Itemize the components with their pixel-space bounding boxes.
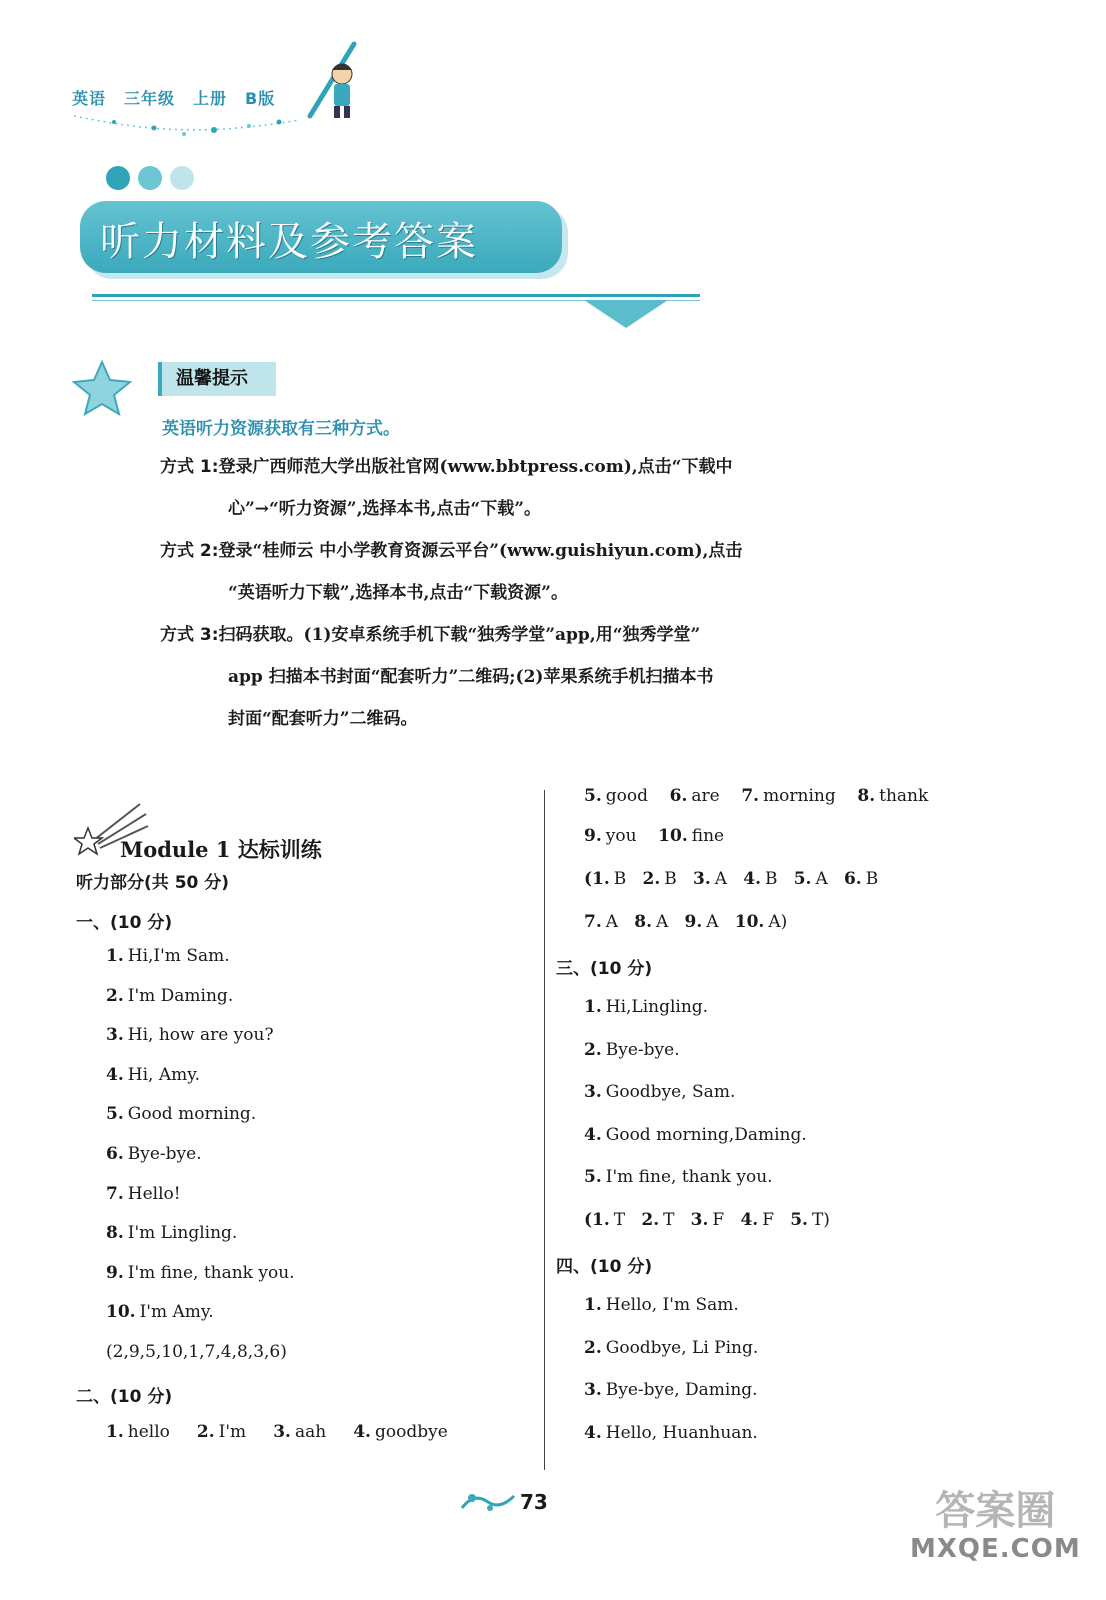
item-text: Hi, how are you? — [127, 1025, 274, 1046]
tips-label: 温馨提示 — [158, 362, 276, 396]
method-2-text-1: 登录“桂师云 中小学教育资源云平台”(www.guishiyun.com),点击 — [218, 541, 743, 561]
item-number: 3. — [106, 1025, 124, 1046]
edition: B版 — [245, 89, 276, 108]
item-text: B — [664, 869, 677, 889]
section-3-answer — [584, 1210, 830, 1230]
item-text: I'm Lingling. — [127, 1223, 238, 1244]
method-1-head: 方式 1: — [160, 457, 219, 477]
list-item — [106, 1184, 181, 1204]
list-item — [584, 1380, 758, 1400]
item-number: 10. — [734, 912, 765, 932]
item-text: Good morning. — [127, 1104, 257, 1125]
method-3-line-1 — [160, 620, 700, 645]
item-text: B — [764, 869, 778, 889]
banner-dot-1 — [106, 166, 130, 190]
section-3-heading: 三、(10 分) — [556, 959, 653, 979]
tips-intro: 英语听力资源获取有三种方式。 — [162, 419, 400, 439]
item-number: 3. — [273, 1422, 291, 1442]
list-item — [584, 1423, 758, 1443]
item-text: I'm Amy. — [139, 1302, 214, 1323]
item-text: hello — [127, 1422, 170, 1442]
header-rule — [92, 294, 700, 297]
method-3-text-1: 扫码获取。(1)安卓系统手机下载“独秀学堂”app,用“独秀学堂” — [218, 625, 701, 645]
watermark-top: 答案圈 — [935, 1488, 1056, 1534]
item-number: 7. — [106, 1183, 124, 1204]
item-text: A) — [768, 912, 788, 932]
watermark — [910, 1488, 1081, 1564]
section-2-row-2 — [584, 786, 928, 806]
item-number: 2. — [196, 1422, 215, 1442]
listening-heading: 听力部分(共 50 分) — [76, 873, 230, 893]
item-text: A — [656, 912, 669, 932]
item-text: A — [605, 912, 619, 932]
item-text: A — [706, 912, 719, 932]
list-item — [106, 1302, 214, 1322]
item-number: 4. — [584, 1422, 602, 1443]
method-1-line-1 — [160, 452, 732, 477]
item-number: 10. — [658, 826, 688, 846]
item-number: 4. — [743, 869, 761, 889]
item-number: (1. — [584, 869, 610, 889]
item-number: 8. — [106, 1223, 124, 1244]
item-number: 1. — [584, 1295, 602, 1315]
section-1-answer: (2,9,5,10,1,7,4,8,3,6) — [106, 1342, 287, 1362]
triangle-marker-icon — [584, 300, 668, 330]
list-item — [106, 1025, 274, 1045]
section-1-heading: 一、(10 分) — [76, 913, 173, 933]
item-number: 7. — [741, 786, 760, 806]
item-number: 3. — [584, 1380, 602, 1400]
list-item — [584, 1082, 735, 1102]
item-text: Bye-bye. — [605, 1039, 680, 1060]
method-2-text-2: “英语听力下载”,选择本书,点击“下载资源”。 — [228, 583, 568, 603]
banner-dot-3 — [170, 166, 194, 190]
subject: 英语 — [72, 89, 107, 108]
item-number: 5. — [584, 786, 602, 806]
page-title: 听力材料及参考答案 — [100, 219, 478, 265]
item-number: 3. — [692, 869, 711, 889]
method-3-head: 方式 3: — [160, 625, 219, 645]
item-number: 4. — [353, 1422, 371, 1442]
item-text: Bye-bye, Daming. — [605, 1380, 758, 1400]
item-number: 2. — [584, 1337, 602, 1358]
item-text: T — [613, 1210, 626, 1230]
item-text: good — [605, 786, 648, 806]
item-number: 6. — [106, 1144, 124, 1164]
item-text: T — [663, 1210, 675, 1230]
item-number: 4. — [740, 1210, 759, 1230]
method-1-text-1: 登录广西师范大学出版社官网(www.bbtpress.com),点击“下载中 — [218, 457, 733, 477]
item-number: 6. — [669, 786, 688, 806]
list-item — [584, 1125, 807, 1145]
pencil-kid-icon — [306, 40, 366, 124]
item-text: B — [613, 869, 627, 889]
item-text: Hello! — [127, 1183, 181, 1204]
subject-line — [72, 86, 293, 109]
item-number: 1. — [106, 1422, 124, 1442]
item-text: aah — [294, 1422, 327, 1442]
list-item — [106, 946, 230, 966]
sparkle-trail-icon — [74, 108, 304, 144]
item-number: 3. — [584, 1082, 602, 1102]
volume: 上册 — [193, 89, 228, 108]
method-2-line-1 — [160, 536, 742, 561]
section-2-row-1 — [106, 1422, 448, 1442]
section-2-row-3 — [584, 826, 724, 846]
item-text: fine — [691, 826, 725, 846]
item-text: A — [815, 869, 828, 889]
item-number: 5. — [793, 869, 812, 889]
list-item — [106, 1065, 200, 1085]
star-icon — [72, 360, 132, 416]
item-number: (1. — [584, 1210, 610, 1230]
item-text: A — [714, 869, 728, 889]
item-number: 2. — [641, 1210, 660, 1230]
item-text: Good morning,Daming. — [605, 1124, 807, 1145]
method-1-text-2: 心”→“听力资源”,选择本书,点击“下载”。 — [228, 499, 541, 519]
list-item — [584, 1338, 758, 1358]
method-3-text-2: app 扫描本书封面“配套听力”二维码;(2)苹果系统手机扫描本书 — [228, 667, 714, 687]
item-text: T) — [811, 1210, 830, 1230]
item-number: 2. — [106, 985, 124, 1006]
item-text: are — [691, 786, 720, 806]
item-number: 9. — [584, 826, 602, 846]
item-number: 4. — [106, 1064, 124, 1085]
item-text: Goodbye, Li Ping. — [605, 1337, 759, 1358]
leaf-icon — [460, 1488, 516, 1516]
item-text: morning — [763, 786, 836, 806]
item-number: 3. — [690, 1210, 709, 1230]
item-text: you — [605, 826, 637, 846]
banner-dot-2 — [138, 166, 162, 190]
item-text: F — [712, 1210, 725, 1230]
item-number: 6. — [843, 869, 862, 889]
list-item — [584, 1295, 739, 1315]
item-text: Hello, Huanhuan. — [605, 1422, 758, 1443]
item-number: 8. — [857, 786, 876, 806]
item-number: 1. — [584, 997, 602, 1017]
list-item — [106, 1263, 295, 1283]
item-number: 5. — [790, 1210, 808, 1230]
grade: 三年级 — [124, 89, 176, 108]
list-item — [106, 1223, 237, 1243]
item-text: goodbye — [374, 1422, 448, 1442]
item-text: B — [865, 869, 879, 889]
item-number: 2. — [642, 869, 661, 889]
item-text: thank — [879, 786, 929, 806]
list-item — [106, 986, 233, 1006]
item-number: 9. — [684, 912, 703, 932]
item-text: I'm — [218, 1422, 247, 1442]
item-number: 5. — [584, 1167, 602, 1187]
list-item — [106, 1104, 256, 1124]
column-divider — [544, 790, 545, 1470]
item-text: Hi, Amy. — [127, 1064, 200, 1085]
item-text: Bye-bye. — [127, 1144, 202, 1164]
section-2-heading: 二、(10 分) — [76, 1387, 173, 1407]
item-number: 5. — [106, 1104, 124, 1125]
list-item — [584, 997, 708, 1017]
item-number: 1. — [106, 946, 124, 966]
item-text: I'm fine, thank you. — [605, 1167, 773, 1187]
item-text: Hello, I'm Sam. — [605, 1295, 739, 1315]
item-text: I'm fine, thank you. — [127, 1262, 295, 1283]
section-2-answer-2 — [584, 912, 787, 932]
list-item — [584, 1040, 680, 1060]
section-4-heading: 四、(10 分) — [556, 1257, 653, 1277]
section-2-answer-1 — [584, 869, 878, 889]
item-text: Hi,Lingling. — [605, 997, 709, 1017]
item-number: 10. — [106, 1302, 136, 1323]
item-text: I'm Daming. — [127, 985, 234, 1006]
module-title: Module 1 达标训练 — [120, 837, 322, 862]
watermark-bottom: MXQE.COM — [910, 1534, 1081, 1564]
item-text: Hi,I'm Sam. — [127, 946, 230, 966]
item-number: 8. — [634, 912, 652, 932]
method-2-head: 方式 2: — [160, 541, 219, 561]
list-item — [584, 1167, 773, 1187]
item-text: F — [762, 1210, 774, 1230]
item-number: 4. — [584, 1124, 602, 1145]
item-number: 7. — [584, 912, 602, 932]
method-3-text-3: 封面“配套听力”二维码。 — [228, 709, 418, 729]
item-number: 2. — [584, 1039, 602, 1060]
list-item — [106, 1144, 202, 1164]
page-number: 73 — [520, 1490, 548, 1514]
item-number: 9. — [106, 1262, 124, 1283]
item-text: Goodbye, Sam. — [605, 1082, 736, 1102]
